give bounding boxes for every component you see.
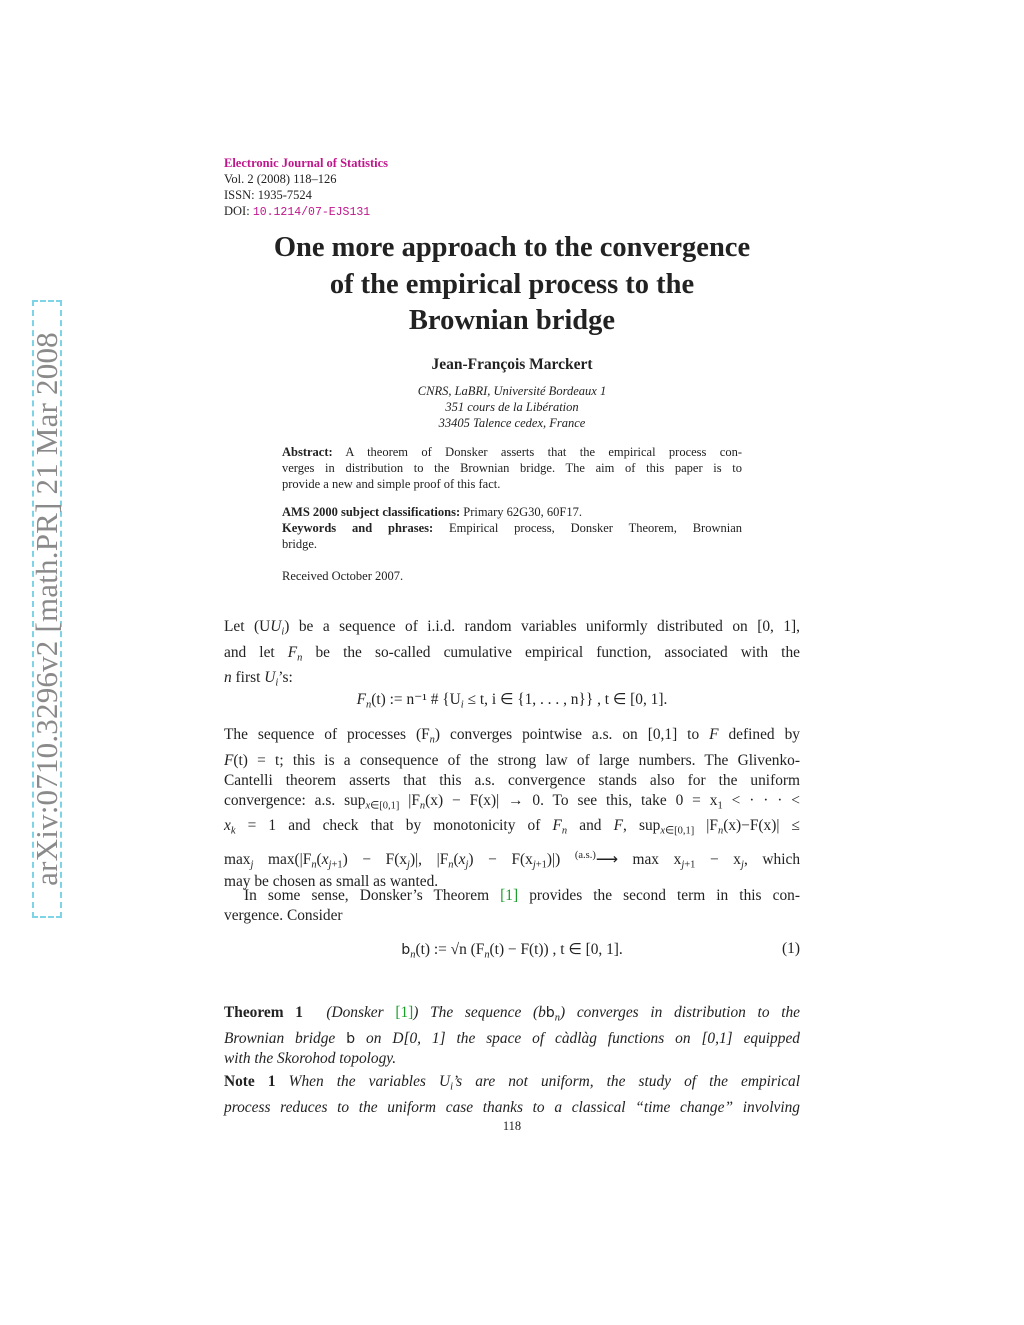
received-date: Received October 2007. — [282, 569, 404, 583]
paper-title — [200, 230, 824, 340]
theorem-citation[interactable]: [1] — [395, 1004, 414, 1021]
body-paragraph-3: In some sense, Donsker’s Theorem [1] provides the second term in this con- vergence. Consider — [224, 887, 800, 924]
journal-issn: ISSN: 1935-7524 — [224, 188, 312, 202]
journal-doi — [224, 203, 370, 221]
author-name: Jean-François Marckert — [431, 356, 593, 373]
equation-bn: $b_n(t)$ := √n $(F_n(t) - F(t))$ , t ∈ [0, 1]. (1) — [401, 940, 800, 961]
affiliation-line-1: CNRS, LaBRI, Université Bordeaux 1 — [417, 384, 607, 398]
body-paragraph-1: Let $(UU_i)$ be a sequence of i.i.d. random variables uniformly distributed on [0, 1], and let $F_n$ be the so-called cumulative empirical function, associated with the n first $U_i’s$: — [224, 618, 800, 689]
abstract-line-3: provide a new and simple proof of this fact. — [282, 477, 501, 491]
theorem-1: Theorem 1 (Donsker [1]) The sequence $(bb_n)$ converges in distribution to the Brownian bridge b on D[0, 1] the space of càdlàg functions on [0,1] equipped with the Skorohod topology. — [224, 1004, 801, 1067]
page-number: 118 — [502, 1119, 522, 1133]
abstract — [282, 444, 742, 492]
keywords-text-1: Empirical process, Donsker Theorem, Brownian — [433, 521, 742, 535]
affiliation-line-3: 33405 Talence cedex, France — [438, 416, 586, 430]
title-line-2: of the empirical process to the — [329, 268, 695, 300]
abstract-label: Abstract: — [282, 445, 333, 459]
theorem-label: Theorem 1 — [224, 1004, 303, 1021]
equation-number: (1) — [782, 940, 800, 957]
keywords — [282, 520, 742, 552]
doi-label: DOI: — [224, 204, 253, 218]
journal-name[interactable]: Electronic Journal of Statistics — [224, 156, 388, 170]
abstract-line-1: A theorem of Donsker asserts that the empirical process con- — [332, 445, 742, 459]
title-line-3: Brownian bridge — [408, 305, 616, 336]
ams-label: AMS 2000 subject classifications: — [282, 505, 461, 519]
doi-link[interactable]: 10.1214/07-EJS131 — [252, 206, 371, 219]
citation-link[interactable]: [1] — [500, 887, 519, 904]
arxiv-identifier: arXiv:0710.3296v2 [math.PR] 21 Mar 2008 — [29, 332, 64, 886]
keywords-text-2: bridge. — [282, 537, 318, 551]
arxiv-stamp — [29, 300, 64, 918]
note-1: Note 1 When the variables $U_i’s$ are not uniform, the study of the empirical process reduces to the uniform case thanks to a classical “time change” involving — [224, 1073, 800, 1116]
body-paragraph-2: The sequence of processes $(F_n)$ converges pointwise a.s. on [0,1] to F defined by F(t) = t; this is a consequence of the strong law of large numbers. The Glivenko- Cantelli theorem asserts that this a.s. convergence stands also for the uniform convergence: a.s. sup$_{x\in[0,1]}$ $|F_n(x) - F(x)| \to 0$. To see this, take $0 = x_1$ < · · · < $x_k = 1$ and check that by monotonicity of $F_n$ and F, sup$_{x\in[0,1]}$ $|F_n(x)-F(x)|$ ≤ $\max_j \max(|F_n(x_{j+1}) - F(x_j)|$, $|F_n(x_j) - F(x_{j+1})|$) $^{(a.s.)}$⟶ $\max x_{j+1} - x_j$, which may be chosen as small as wanted. — [224, 726, 801, 890]
ams-classification — [282, 504, 742, 520]
journal-volume: Vol. 2 (2008) 118–126 — [224, 172, 337, 186]
ams-text: Primary 62G30, 60F17. — [460, 505, 582, 519]
note-label: Note 1 — [224, 1073, 276, 1090]
abstract-line-2: verges in distribution to the Brownian bridge. The aim of this paper is to — [282, 461, 742, 475]
keywords-label: Keywords and phrases: — [282, 521, 434, 535]
title-line-1: One more approach to the convergence — [273, 232, 751, 263]
affiliation-line-2: 351 cours de la Libération — [445, 400, 579, 414]
equation-empirical-function: $F_n(t)$ := n⁻¹ # {$U_i \le t$, i ∈ {1, . . . , n}} , t ∈ [0, 1]. — [356, 691, 668, 711]
